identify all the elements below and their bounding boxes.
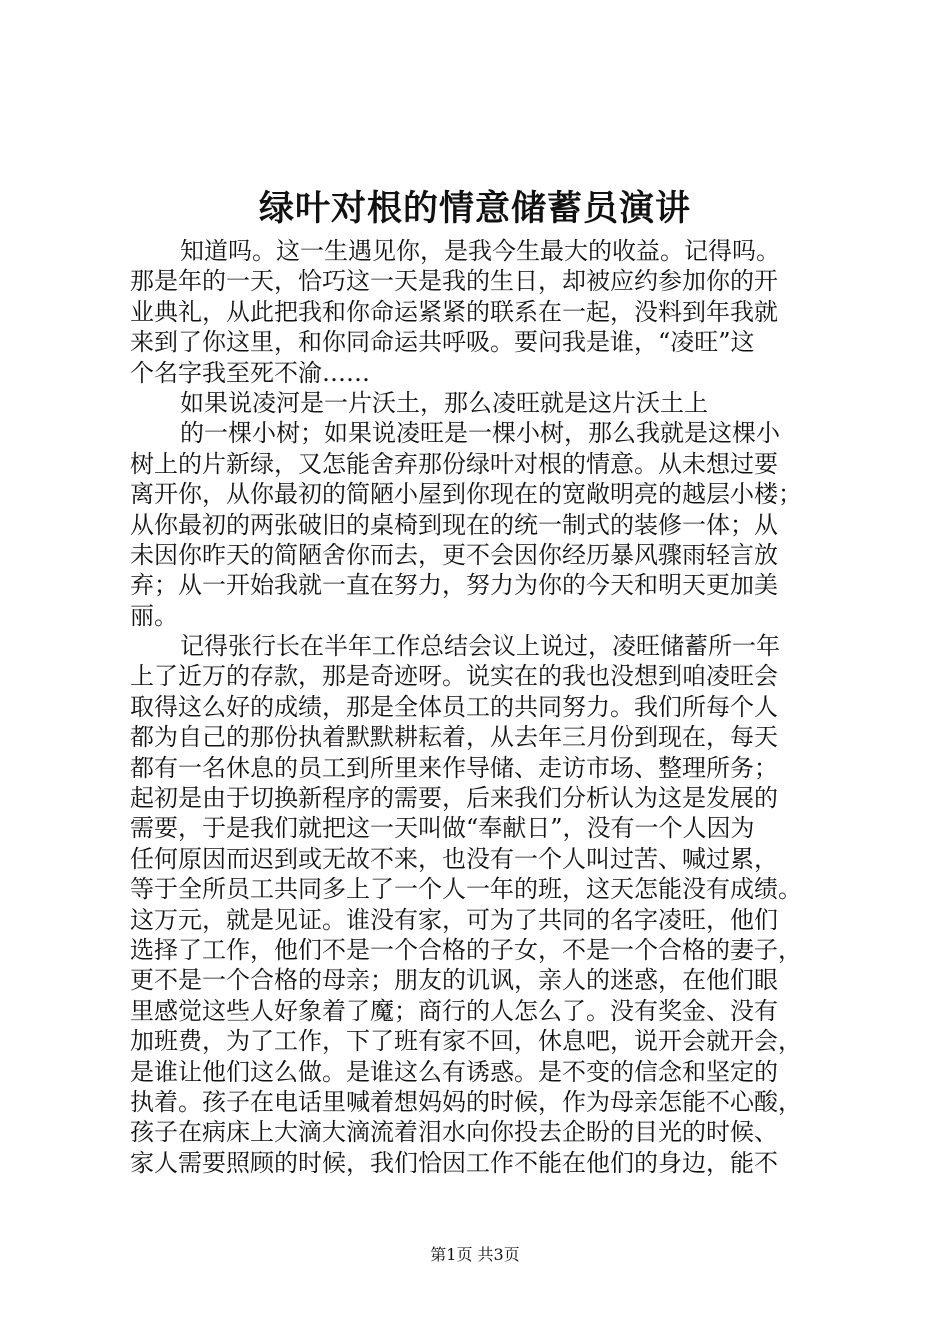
paragraph-line: 里感觉这些人好象着了魔；商行的人怎么了。没有奖金、没有: [130, 996, 778, 1025]
paragraph-line: 知道吗。这一生遇见你，是我今生最大的收益。记得吗。: [180, 237, 780, 265]
paragraph-line: 业典礼，从此把我和你命运紧紧的联系在一起，没料到年我就: [130, 297, 778, 326]
document-body: [130, 236, 830, 1178]
paragraph-line: 从你最初的两张破旧的桌椅到现在的统一制式的装修一体；从: [130, 510, 778, 539]
paragraph-line: 的一棵小树；如果说凌旺是一棵小树，那么我就是这棵小: [180, 419, 780, 448]
paragraph-line: 是谁让他们这么做。是谁这么有诱惑。是不变的信念和坚定的: [130, 1057, 778, 1086]
paragraph-line: 个名字我至死不渝……: [130, 358, 370, 387]
paragraph-line: 记得张行长在半年工作总结会议上说过，凌旺储蓄所一年: [180, 632, 780, 661]
paragraph-line: 未因你昨天的简陋舍你而去，更不会因你经历暴风骤雨轻言放: [130, 540, 778, 569]
paragraph-line: 更不是一个合格的母亲；朋友的讥讽，亲人的迷惑，在他们眼: [130, 966, 778, 995]
paragraph-line: 都为自己的那份执着默默耕耘着，从去年三月份到现在，每天: [130, 723, 778, 752]
paragraph-line: 都有一名休息的员工到所里来作导储、走访市场、整理所务；: [130, 753, 778, 782]
paragraph-line: 家人需要照顾的时候，我们恰因工作不能在他们的身边，能不: [130, 1148, 778, 1177]
paragraph-line: 孩子在病床上大滴大滴流着泪水向你投去企盼的目光的时候、: [130, 1118, 778, 1147]
paragraph-line: 选择了工作，他们不是一个合格的子女，不是一个合格的妻子，: [130, 935, 802, 964]
paragraph-line: 弃；从一开始我就一直在努力，努力为你的今天和明天更加美: [130, 571, 778, 600]
document-title: 绿叶对根的情意储蓄员演讲: [258, 188, 691, 229]
paragraph-line: 离开你，从你最初的简陋小屋到你现在的宽敞明亮的越层小楼；: [130, 480, 802, 509]
paragraph-line: 执着。孩子在电话里喊着想妈妈的时候，作为母亲怎能不心酸，: [130, 1087, 802, 1116]
paragraph-line: 如果说凌河是一片沃土，那么凌旺就是这片沃土上: [180, 388, 708, 417]
paragraph-line: 来到了你这里，和你同命运共呼吸。要问我是谁，“凌旺”这: [130, 328, 755, 357]
paragraph-line: 取得这么好的成绩，那是全体员工的共同努力。我们所每个人: [130, 692, 778, 721]
paragraph-line: 这万元，就是见证。谁没有家，可为了共同的名字凌旺，他们: [130, 905, 778, 934]
paragraph-line: 树上的片新绿，又怎能舍弃那份绿叶对根的情意。从未想过要: [130, 449, 778, 478]
paragraph-line: 任何原因而迟到或无故不来，也没有一个人叫过苦、喊过累，: [130, 844, 778, 873]
paragraph-line: 需要，于是我们就把这一天叫做“奉献日”，没有一个人因为: [130, 814, 755, 843]
paragraph-line: 起初是由于切换新程序的需要，后来我们分析认为这是发展的: [130, 784, 778, 813]
paragraph-line: 上了近万的存款，那是奇迹呀。说实在的我也没想到咱凌旺会: [130, 662, 778, 691]
paragraph-line: 丽。: [130, 601, 178, 630]
paragraph-line: 那是年的一天，恰巧这一天是我的生日，却被应约参加你的开: [130, 267, 778, 296]
paragraph-line: 加班费，为了工作，下了班有家不回，休息吧，说开会就开会，: [130, 1027, 802, 1056]
paragraph-line: 等于全所员工共同多上了一个人一年的班，这天怎能没有成绩。: [130, 875, 802, 904]
page-footer: 第1页 共3页: [430, 1245, 520, 1264]
